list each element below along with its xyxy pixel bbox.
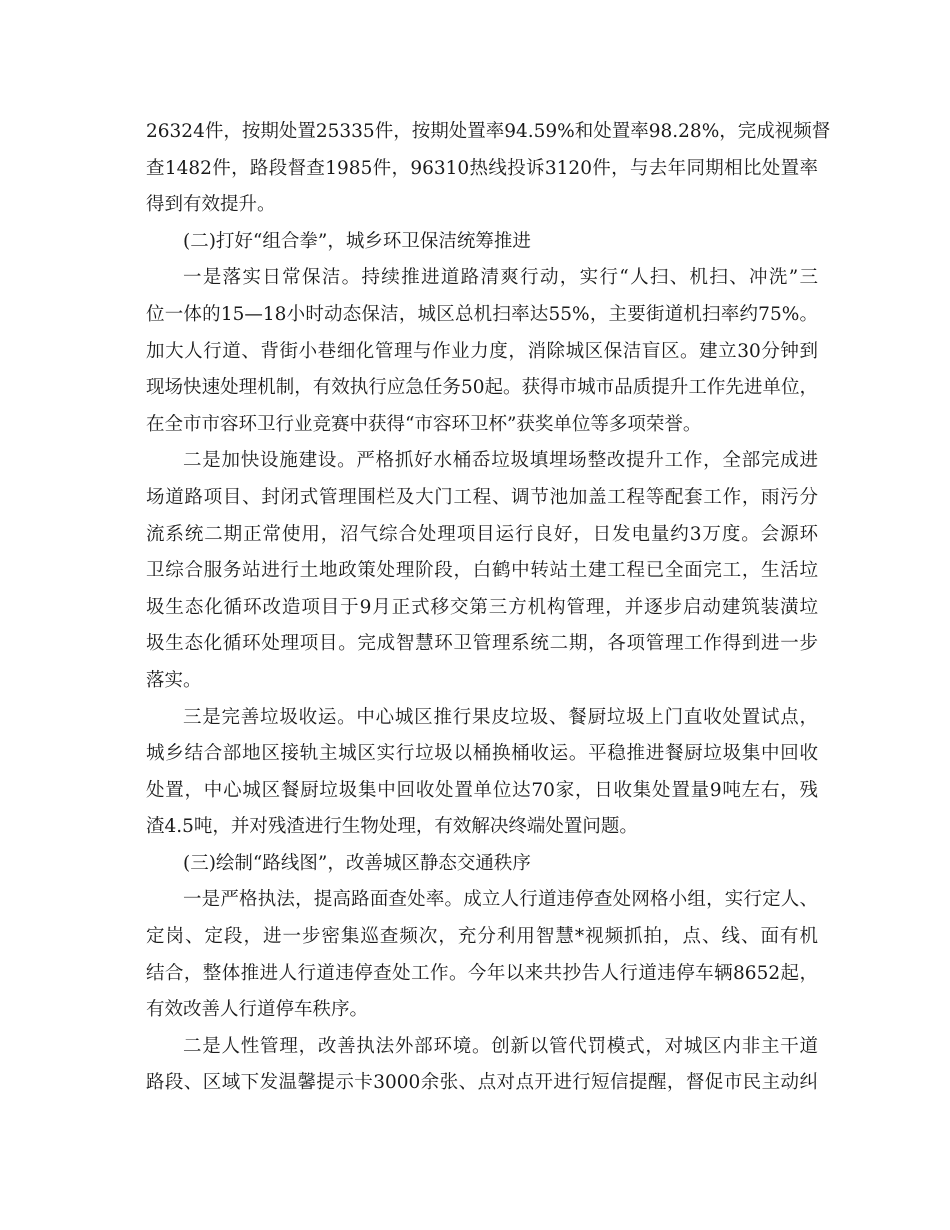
text-line: (三)绘制“路线图”，改善城区静态交通秩序 [183, 852, 531, 874]
text-line: 一是严格执法，提高路面查处率。成立人行道违停查处网格小组，实行定人、 [183, 889, 818, 911]
text-line: 查1482件，路段督查1985件，96310热线投诉3120件，与去年同期相比处置率 [146, 157, 818, 179]
text-line: 得到有效提升。 [146, 194, 276, 216]
text-line: 处置，中心城区餐厨垃圾集中回收处置单位达70家，日收集处置量9吨左右，残 [146, 779, 818, 801]
text-line: 渣4.5吨，并对残渣进行生物处理，有效解决终端处置问题。 [146, 816, 638, 838]
text-line: 场道路项目、封闭式管理围栏及大门工程、调节池加盖工程等配套工作，雨污分 [146, 486, 818, 508]
text-line: 二是人性管理，改善执法外部环境。创新以管代罚模式，对城区内非主干道 [183, 1035, 818, 1057]
text-line: 三是完善垃圾收运。中心城区推行果皮垃圾、餐厨垃圾上门直收处置试点， [183, 706, 818, 728]
text-line: 26324件，按期处置25335件，按期处置率94.59%和处置率98.28%，完成视频督 [146, 121, 831, 142]
text-line: 定岗、定段，进一步密集巡查频次，充分利用智慧*视频抓拍，点、线、面有机 [146, 926, 818, 948]
text-line: 结合，整体推进人行道违停查处工作。今年以来共抄告人行道违停车辆8652起， [146, 962, 818, 984]
text-line: 位一体的15—18小时动态保洁，城区总机扫率达55%，主要街道机扫率约75%。 [146, 303, 818, 325]
document-body [146, 114, 831, 1102]
text-line: 落实。 [146, 669, 202, 691]
text-line: 城乡结合部地区接轨主城区实行垃圾以桶换桶收运。平稳推进餐厨垃圾集中回收 [146, 743, 818, 765]
text-line: 有效改善人行道停车秩序。 [146, 999, 369, 1021]
text-line: (二)打好“组合拳”，城乡环卫保洁统筹推进 [183, 230, 531, 252]
text-line: 流系统二期正常使用，沼气综合处理项目运行良好，日发电量约3万度。会源环 [146, 523, 818, 545]
text-line: 一是落实日常保洁。持续推进道路清爽行动，实行“人扫、机扫、冲洗”三 [183, 267, 818, 289]
text-line: 二是加快设施建设。严格抓好水桶岙垃圾填埋场整改提升工作，全部完成进 [183, 450, 818, 472]
text-line: 在全市市容环卫行业竞赛中获得“市容环卫杯”获奖单位等多项荣誉。 [146, 413, 702, 435]
text-line: 加大人行道、背街小巷细化管理与作业力度，消除城区保洁盲区。建立30分钟到 [146, 340, 818, 362]
text-line: 圾生态化循环改造项目于9月正式移交第三方机构管理，并逐步启动建筑装潢垃 [146, 596, 818, 618]
text-line: 现场快速处理机制，有效执行应急任务50起。获得市城市品质提升工作先进单位， [146, 377, 818, 399]
text-line: 路段、区域下发温馨提示卡3000余张、点对点开进行短信提醒，督促市民主动纠 [146, 1072, 818, 1094]
text-line: 卫综合服务站进行土地政策处理阶段，白鹤中转站土建工程已全面完工，生活垃 [146, 560, 818, 582]
text-line: 圾生态化循环处理项目。完成智慧环卫管理系统二期，各项管理工作得到进一步 [146, 633, 818, 655]
